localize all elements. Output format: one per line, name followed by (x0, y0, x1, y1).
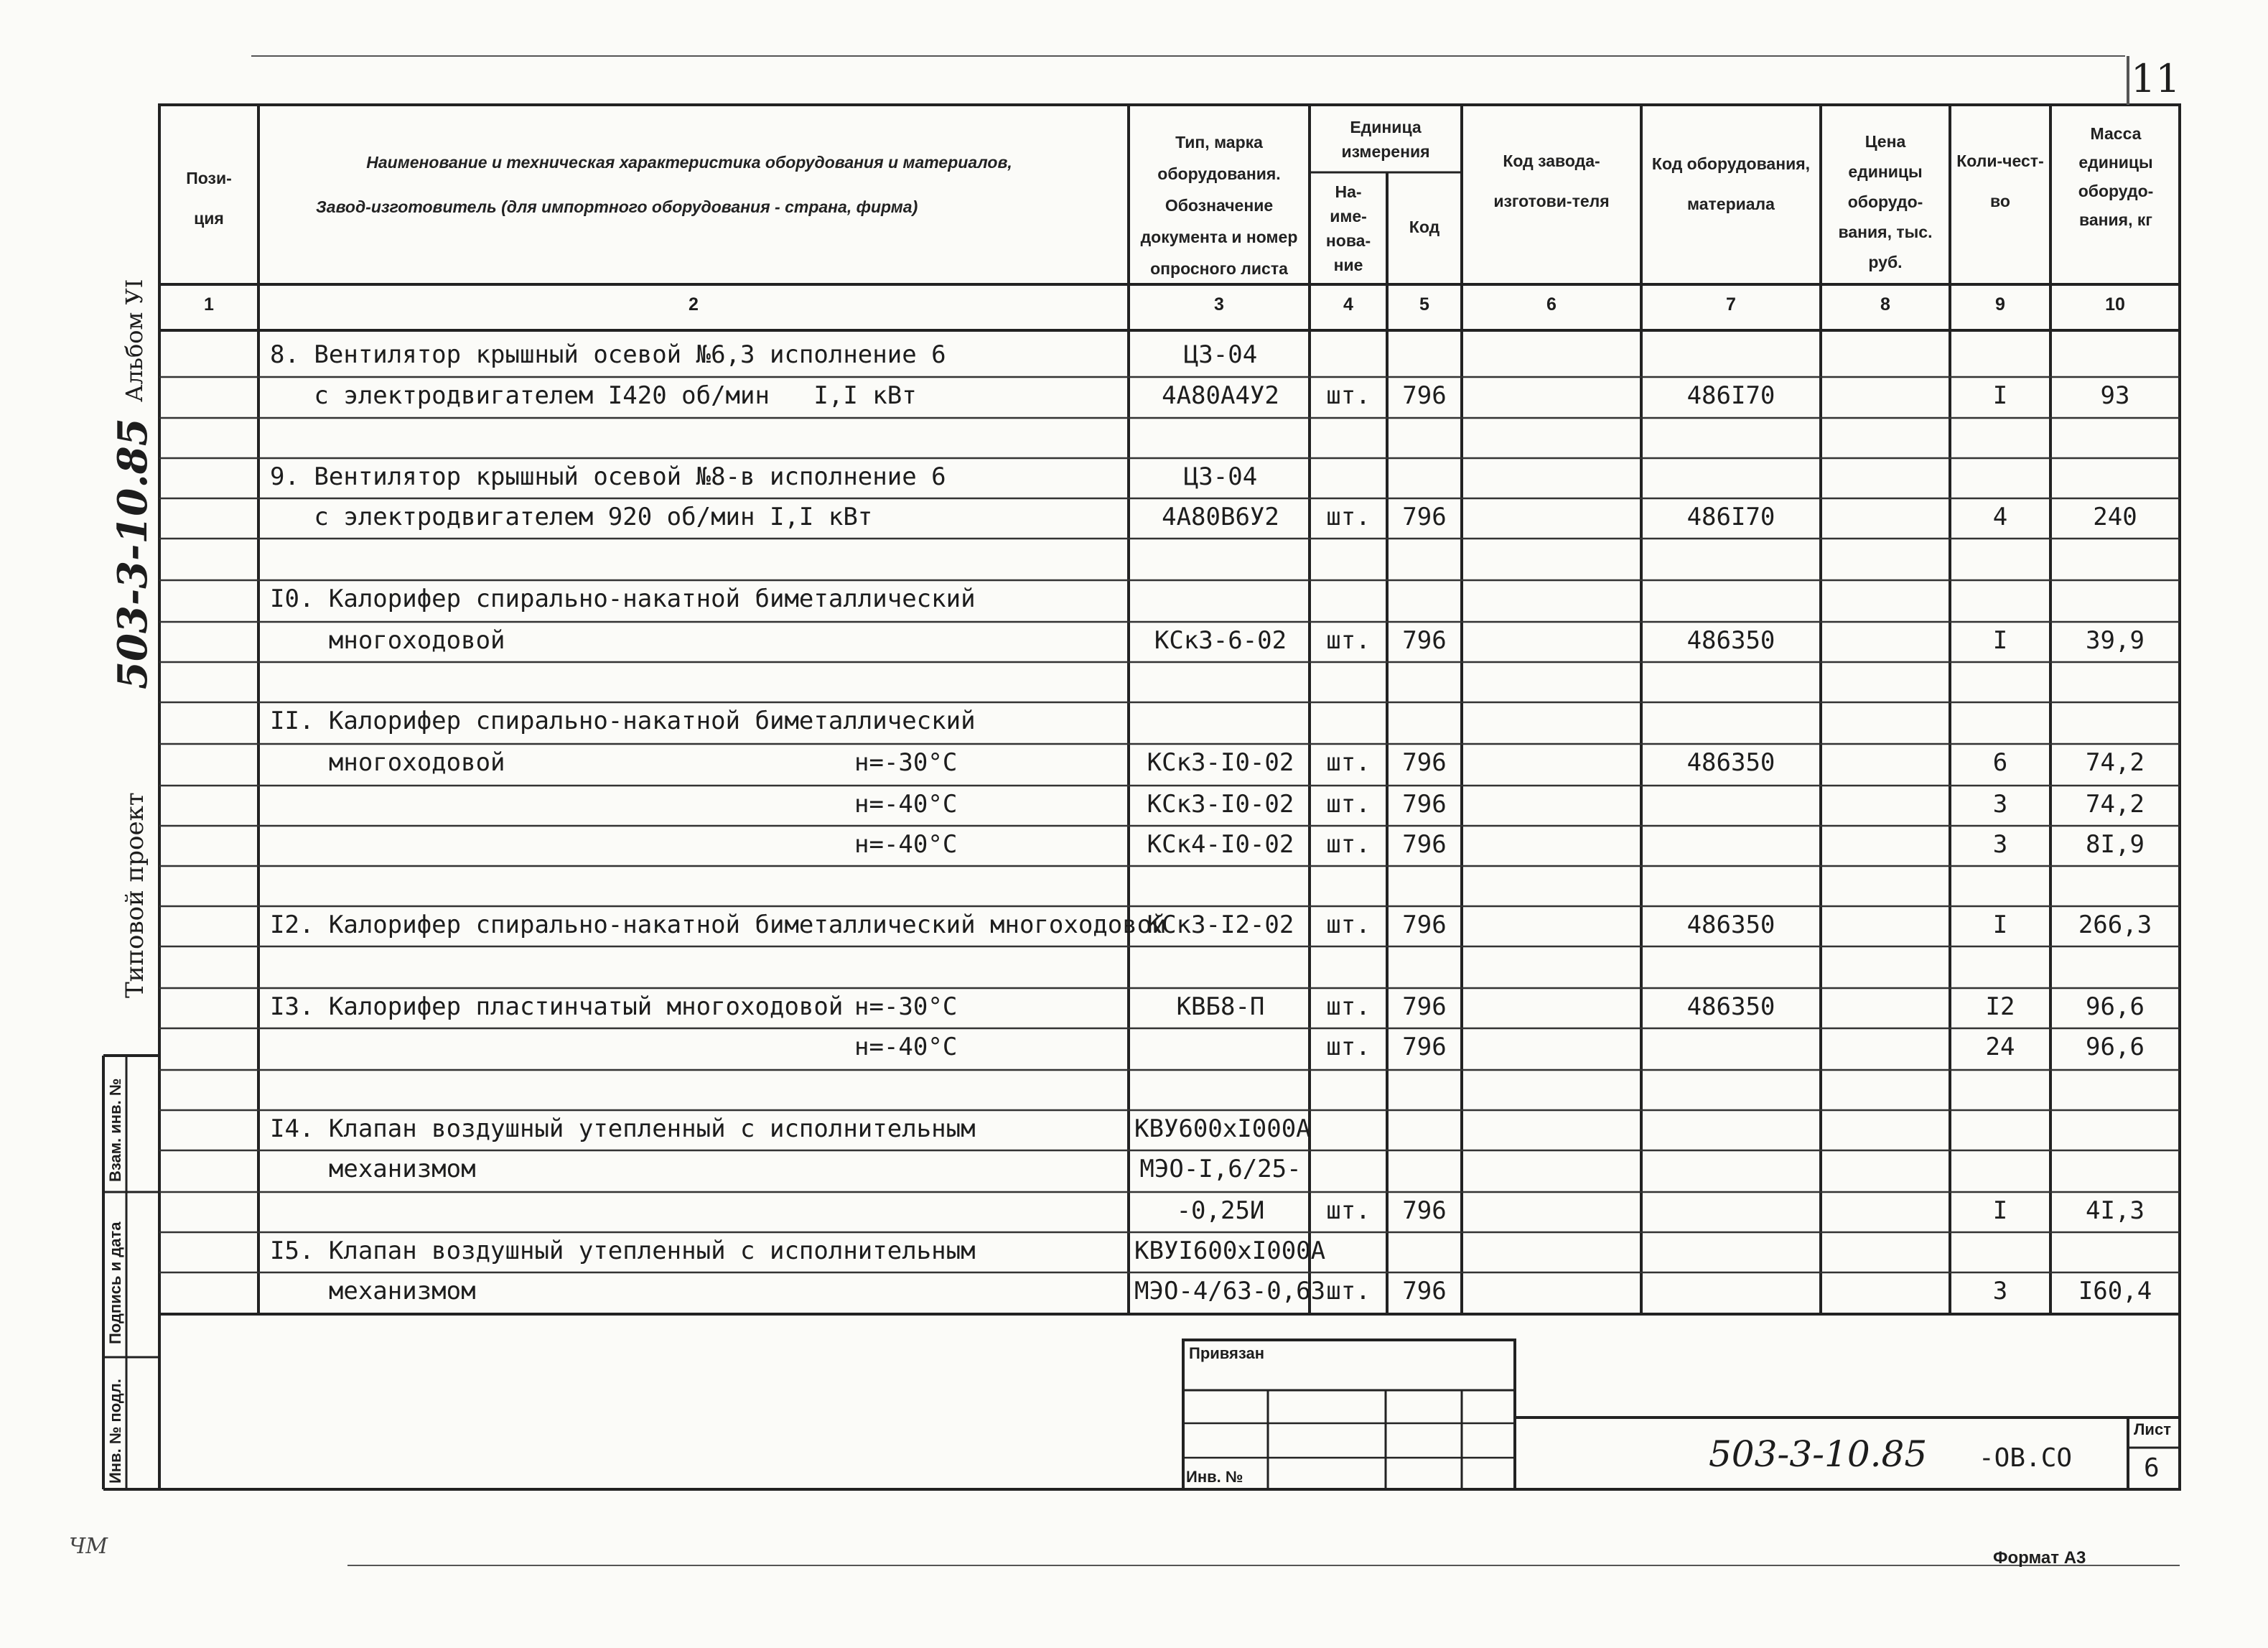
row-type: КСк4-I0-02 (1147, 830, 1294, 859)
row-type: МЭО-I,6/25- (1139, 1155, 1302, 1183)
row-mass: 4I,3 (2086, 1196, 2145, 1225)
row-mass: 74,2 (2086, 748, 2145, 777)
col-number: 3 (1214, 294, 1224, 315)
row-unit-code: 796 (1402, 992, 1447, 1021)
row-type: КВУI600хI000А (1134, 1237, 1326, 1265)
row-mass: 93 (2100, 381, 2130, 410)
row-name: I4. Клапан воздушный утепленный с исполнительным (270, 1114, 976, 1143)
row-unit: шт. (1326, 992, 1371, 1021)
row-equipment-code: 486350 (1686, 992, 1775, 1021)
row-name: многоходовой (270, 626, 505, 655)
row-unit-code: 796 (1402, 1033, 1447, 1061)
header-col10: Масса единицы оборудо-вания, кг (2078, 124, 2154, 229)
row-mass: 240 (2093, 503, 2137, 531)
row-unit-code: 796 (1402, 1277, 1447, 1305)
row-quantity: I (1992, 626, 2008, 655)
stamp-doc-suffix: -ОВ.СО (1979, 1443, 2073, 1473)
row-name: I2. Калорифер спирально-накатной биметаллический многоходовой (270, 911, 1167, 939)
row-quantity: 24 (1985, 1033, 2015, 1061)
row-quantity: I (1992, 1196, 2008, 1225)
row-unit-code: 796 (1402, 790, 1447, 819)
row-type: КСк3-6-02 (1154, 626, 1287, 655)
row-quantity: I (1992, 381, 2008, 410)
row-note: н=-40°С (854, 1033, 958, 1061)
row-unit-code: 796 (1402, 830, 1447, 859)
col-number: 2 (689, 294, 699, 315)
row-type: Ц3-04 (1183, 340, 1258, 369)
col-number: 6 (1546, 294, 1557, 315)
row-mass: 8I,9 (2086, 830, 2145, 859)
col-number: 10 (2105, 294, 2125, 315)
row-equipment-code: 486350 (1686, 748, 1775, 777)
row-quantity: 4 (1992, 503, 2008, 531)
row-unit-code: 796 (1402, 626, 1447, 655)
row-unit-code: 796 (1402, 911, 1447, 939)
row-type: Ц3-04 (1183, 462, 1258, 491)
row-note: н=-30°С (854, 992, 958, 1021)
header-col7: Код оборудования, материала (1651, 154, 1811, 213)
row-name: механизмом (270, 1277, 476, 1305)
initials: ЧМ (69, 1534, 108, 1559)
row-note: н=-40°С (854, 830, 958, 859)
header-col6: Код завода-изготови-теля (1493, 152, 1610, 210)
header-col9: Коли-чест-во (1956, 152, 2044, 210)
stamp-list-label: Лист (2134, 1420, 2171, 1438)
header-col1: Пози- ция (186, 169, 232, 228)
row-type: КВУ600хI000А (1134, 1114, 1311, 1143)
row-quantity: 3 (1992, 790, 2008, 819)
margin-inv-podl: Инв. № подл. (106, 1379, 124, 1484)
row-type: КВБ8-П (1176, 992, 1265, 1021)
row-unit: шт. (1326, 911, 1371, 939)
project-code-handwritten: 503-3-10.85 (109, 418, 157, 689)
row-name: механизмом (270, 1155, 476, 1183)
row-mass: I60,4 (2078, 1277, 2152, 1305)
row-unit: шт. (1326, 1277, 1371, 1305)
album-label: Альбом УI (121, 279, 148, 402)
header-col5: Код (1409, 218, 1440, 236)
row-unit: шт. (1326, 381, 1371, 410)
row-unit: шт. (1326, 748, 1371, 777)
row-name: I3. Калорифер пластинчатый многоходовой (270, 992, 844, 1021)
row-unit-code: 796 (1402, 748, 1447, 777)
row-unit-code: 796 (1402, 381, 1447, 410)
header-unit-group: Единица измерения (1341, 118, 1430, 161)
header-col4: На- име- нова- ние (1325, 182, 1371, 274)
margin-vzam-inv: Взам. инв. № (106, 1078, 124, 1182)
row-unit: шт. (1326, 1033, 1371, 1061)
row-name: I0. Калорифер спирально-накатной биметаллический (270, 585, 976, 613)
typical-project-label: Типовой проект (121, 792, 149, 998)
row-note: н=-30°С (854, 748, 958, 777)
row-type: 4А80А4У2 (1162, 381, 1279, 410)
row-unit: шт. (1326, 503, 1371, 531)
row-quantity: 3 (1992, 1277, 2008, 1305)
row-unit: шт. (1326, 1196, 1371, 1225)
row-equipment-code: 486I70 (1686, 381, 1775, 410)
row-equipment-code: 486350 (1686, 626, 1775, 655)
row-unit-code: 796 (1402, 503, 1447, 531)
col-number: 9 (1995, 294, 2005, 315)
row-name: 9. Вентилятор крышный осевой №8-в исполнение 6 (270, 462, 946, 491)
margin-podpis-data: Подпись и дата (106, 1221, 124, 1344)
header-col3: Тип, марка оборудования. Обозначение документа и номер опросного листа (1140, 133, 1298, 278)
header-col2-line1: Наименование и техническая характеристика оборудования и материалов, (366, 153, 1012, 172)
row-quantity: I2 (1985, 992, 2015, 1021)
row-mass: 96,6 (2086, 1033, 2145, 1061)
row-unit-code: 796 (1402, 1196, 1447, 1225)
row-quantity: I (1992, 911, 2008, 939)
row-name: I5. Клапан воздушный утепленный с исполнительным (270, 1237, 976, 1265)
row-type: КСк3-I0-02 (1147, 790, 1294, 819)
row-equipment-code: 486350 (1686, 911, 1775, 939)
row-equipment-code: 486I70 (1686, 503, 1775, 531)
col-number: 7 (1726, 294, 1736, 315)
header-col8: Цена единицы оборудо-вания, тыс. руб. (1838, 132, 1933, 271)
row-note: н=-40°С (854, 790, 958, 819)
row-quantity: 3 (1992, 830, 2008, 859)
row-name: с электродвигателем I420 об/мин I,I кВт (270, 381, 917, 410)
row-unit: шт. (1326, 626, 1371, 655)
row-mass: 266,3 (2078, 911, 2152, 939)
stamp-privyazan: Привязан (1189, 1344, 1265, 1362)
stamp-doc-code: 503-3-10.85 (1709, 1433, 1928, 1475)
row-name: многоходовой (270, 748, 505, 777)
row-quantity: 6 (1992, 748, 2008, 777)
row-type: КСк3-I2-02 (1147, 911, 1294, 939)
row-type: 4А80В6У2 (1162, 503, 1279, 531)
row-mass: 96,6 (2086, 992, 2145, 1021)
row-mass: 39,9 (2086, 626, 2145, 655)
stamp-list-number: 6 (2144, 1453, 2160, 1483)
col-number: 5 (1419, 294, 1429, 315)
row-name: с электродвигателем 920 об/мин I,I кВт (270, 503, 873, 531)
stamp-inv: Инв. № (1186, 1468, 1243, 1486)
row-type: КСк3-I0-02 (1147, 748, 1294, 777)
row-type: МЭО-4/63-0,63 (1134, 1277, 1326, 1305)
row-name: 8. Вентилятор крышный осевой №6,3 исполнение 6 (270, 340, 946, 369)
sheet-corner-number: 11 (2131, 56, 2180, 101)
col-number: 8 (1880, 294, 1890, 315)
row-unit: шт. (1326, 830, 1371, 859)
row-unit: шт. (1326, 790, 1371, 819)
col-number: 1 (204, 294, 214, 315)
row-type: -0,25И (1176, 1196, 1265, 1225)
header-col2-line2: Завод-изготовитель (для импортного оборудования - страна, фирма) (316, 197, 918, 216)
row-name: II. Калорифер спирально-накатной биметаллический (270, 707, 976, 735)
row-mass: 74,2 (2086, 790, 2145, 819)
col-number: 4 (1343, 294, 1353, 315)
format-label: Формат А3 (1993, 1548, 2086, 1568)
